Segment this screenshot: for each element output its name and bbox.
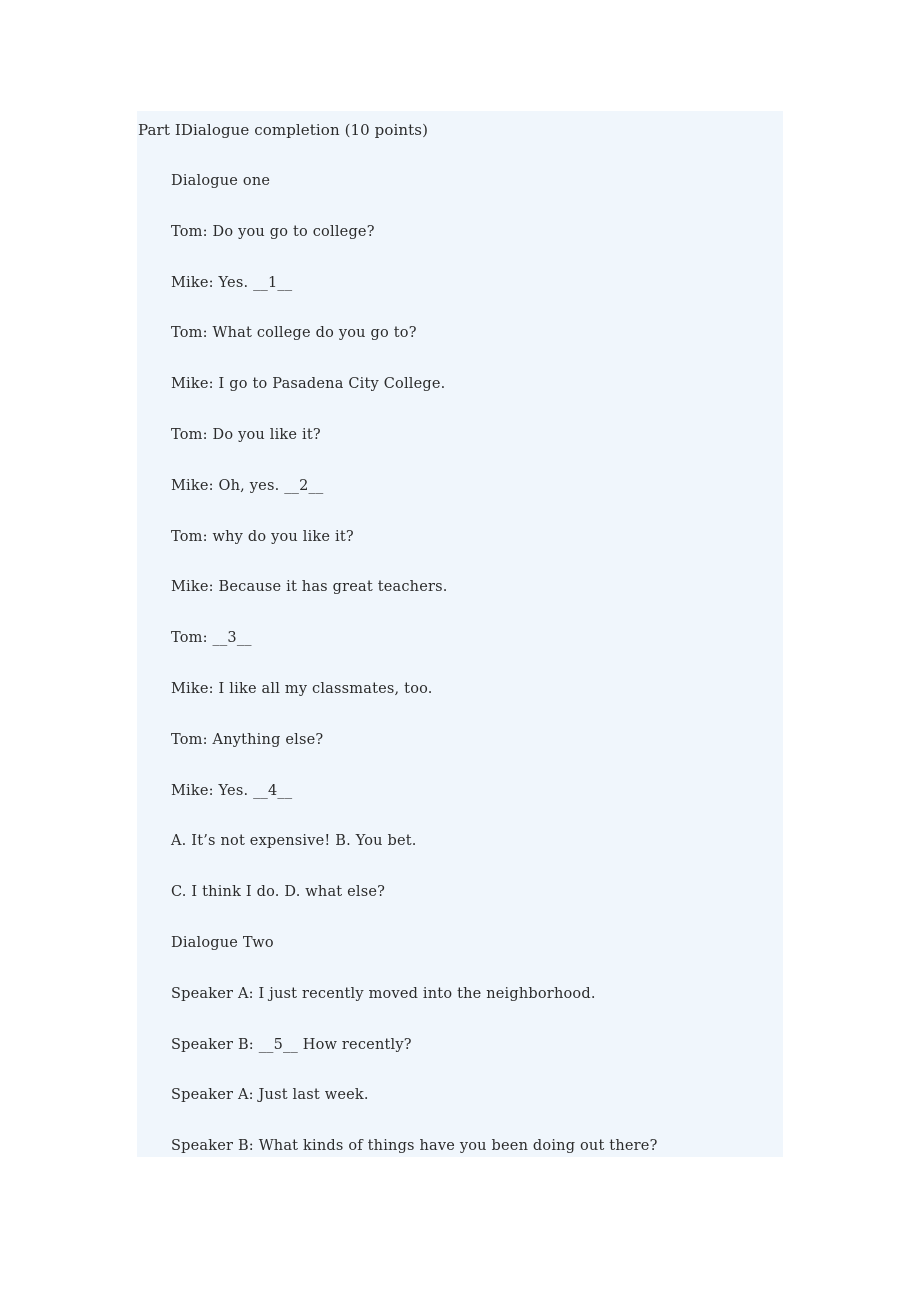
dialogue-lines	[171, 171, 658, 1187]
dialogue-line: Mike: Yes. __1__	[171, 274, 293, 291]
dialogue-line: Mike: Oh, yes. __2__	[171, 477, 324, 494]
dialogue-line: Speaker A: I just recently moved into the neighborhood.	[171, 985, 596, 1002]
dialogue-line: Tom: __3__	[171, 630, 252, 647]
dialogue-line: Speaker A: Just last week.	[171, 1087, 369, 1104]
dialogue-line: Mike: Yes. __4__	[171, 782, 293, 799]
dialogue-panel	[137, 111, 783, 1157]
dialogue-line: Tom: What college do you go to?	[171, 325, 417, 342]
dialogue-line: Mike: Because it has great teachers.	[171, 579, 448, 596]
answer-options: A. It’s not expensive! B. You bet.	[171, 833, 417, 850]
subsection-title: Dialogue one	[171, 173, 271, 189]
dialogue-line: Speaker B: __5__ How recently?	[171, 1036, 412, 1053]
dialogue-line: Mike: I go to Pasadena City College.	[171, 376, 446, 393]
dialogue-line: Speaker B: What kinds of things have you been doing out there?	[171, 1138, 658, 1155]
dialogue-line: Tom: Do you go to college?	[171, 223, 375, 240]
dialogue-line: Mike: I like all my classmates, too.	[171, 680, 433, 697]
dialogue-line: Tom: why do you like it?	[171, 528, 354, 545]
section-heading: Part ⅠDialogue completion (10 points)	[138, 121, 429, 139]
subsection-title: Dialogue Two	[171, 934, 274, 951]
answer-options: C. I think I do. D. what else?	[171, 884, 386, 901]
dialogue-line: Tom: Anything else?	[171, 731, 324, 748]
dialogue-line: Tom: Do you like it?	[171, 426, 321, 443]
